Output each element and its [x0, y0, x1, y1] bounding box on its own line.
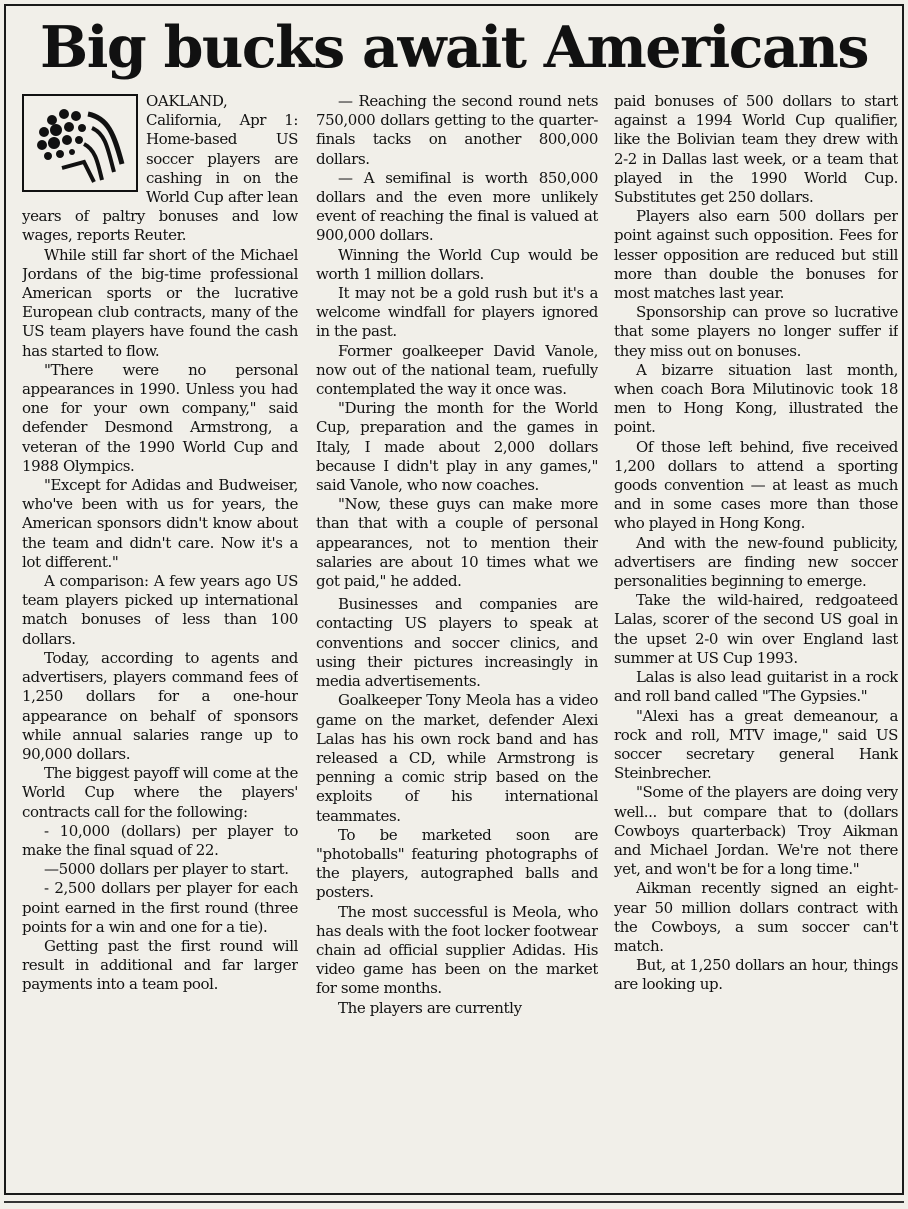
paragraph: Getting past the first round will result in additional and far larger payments into a team pool.: [22, 936, 298, 994]
paragraph: "Except for Adidas and Budweiser, who've been with us for years, the American sponsors didn't know about the team and didn't care. Now it's a lot different.": [22, 476, 298, 571]
paragraph: — Reaching the second round nets 750,000 dollars getting to the quarter-finals tacks on another 800,000 dollars.: [316, 92, 598, 168]
paragraph: Goalkeeper Tony Meola has a video game on the market, defender Alexi Lalas has his own rock band and has released a CD, while Armstrong is penning a comic strip based on the exploits of his international teammates.: [316, 691, 598, 825]
paragraph: To be marketed soon are "photoballs" featuring photographs of the players, autographed balls and posters.: [316, 825, 598, 902]
world-cup-logo-icon: [22, 94, 138, 192]
paragraph: The players are currently: [338, 998, 522, 1017]
column-3: [614, 92, 898, 1192]
paragraph: "Alexi has a great demeanour, a rock and roll, MTV image," said US soccer secretary general Hank Steinbrecher.: [614, 706, 898, 783]
column-2: [316, 92, 598, 1192]
paragraph: — A semifinal is worth 850,000 dollars and the even more unlikely event of reaching the final is valued at 900,000 dollars.: [316, 168, 598, 245]
column-1: [22, 92, 298, 1192]
paragraph: Today, according to agents and advertisers, players command fees of 1,250 dollars for a one-hour appearance on behalf of sponsors while annual salaries range up to 90,000 dollars.: [22, 648, 298, 763]
paragraph: But, at 1,250 dollars an hour, things are looking up.: [614, 956, 898, 994]
paragraph: The most successful is Meola, who has deals with the foot locker footwear chain ad official supplier Adidas. His video game has been on the market for some months.: [316, 902, 598, 998]
paragraph: —5000 dollars per player to start.: [44, 860, 289, 879]
paragraph: Businesses and companies are contacting US players to speak at conventions and soccer clinics, and using their pictures increasingly in media advertisements.: [316, 595, 598, 691]
paragraph: - 2,500 dollars per player for each point earned in the first round (three points for a win and one for a tie).: [22, 879, 298, 936]
paragraph: "During the month for the World Cup, preparation and the games in Italy, I made about 2,000 dollars because I didn't play in any games," said Vanole, who now coaches.: [316, 399, 598, 495]
paragraph: A bizarre situation last month, when coach Bora Milutinovic took 18 men to Hong Kong, illustrated the point.: [614, 360, 898, 437]
paragraph: Of those left behind, five received 1,200 dollars to attend a sporting goods convention — at least as much and in some cases more than those who played in Hong Kong.: [614, 437, 898, 533]
paragraph: Aikman recently signed an eight-year 50 million dollars contract with the Cowboys, a sum soccer can't match.: [614, 879, 898, 955]
paragraph: A comparison: A few years ago US team players picked up international match bonuses of less than 100 dollars.: [22, 572, 298, 648]
paragraph: It may not be a gold rush but it's a welcome windfall for players ignored in the past.: [316, 284, 598, 341]
paragraph: "Now, these guys can make more than that with a couple of personal appearances, not to mention their salaries are about 10 times what we got paid," he added.: [316, 495, 598, 591]
paragraph: paid bonuses of 500 dollars to start against a 1994 World Cup qualifier, like the Bolivian team they drew with 2-2 in Dallas last week, or a team that played in the 1990 World Cup. Substitutes get 250 dollars.: [614, 92, 898, 207]
paragraph: OAKLAND, California, Apr 1: Home-based US soccer players are cashing in on the World Cup after lean years of paltry bonuses and low wages, reports Reuter.: [22, 92, 298, 245]
paragraph: Lalas is also lead guitarist in a rock and roll band called "The Gypsies.": [614, 668, 898, 706]
paragraph: "There were no personal appearances in 1990. Unless you had one for your own company," said defender Desmond Armstrong, a veteran of the 1990 World Cup and 1988 Olympics.: [22, 360, 298, 475]
paragraph: And with the new-found publicity, advertisers are finding new soccer personalities beginning to emerge.: [614, 533, 898, 591]
paragraph: Winning the World Cup would be worth 1 million dollars.: [316, 245, 598, 283]
paragraph: Take the wild-haired, redgoateed Lalas, scorer of the second US goal in the upset 2-0 win over England last summer at US Cup 1993.: [614, 591, 898, 667]
paragraph: Former goalkeeper David Vanole, now out of the national team, ruefully contemplated the way it once was.: [316, 341, 598, 399]
paragraph: While still far short of the Michael Jordans of the big-time professional American sports or the lucrative European club contracts, many of the US team players have found the cash has started to flow.: [22, 245, 298, 360]
headline: Big bucks await Americans: [40, 14, 868, 81]
paragraph: - 10,000 (dollars) per player to make the final squad of 22.: [22, 821, 298, 859]
paragraph: Players also earn 500 dollars per point against such opposition. Fees for lesser opposition are reduced but still more than double the bonuses for most matches last year.: [614, 207, 898, 303]
paragraph: The biggest payoff will come at the World Cup where the players' contracts call for the following:: [22, 764, 298, 821]
paragraph: Sponsorship can prove so lucrative that some players no longer suffer if they miss out on bonuses.: [614, 303, 898, 360]
bottom-rule: [4, 1201, 904, 1203]
paragraph: "Some of the players are doing very well... but compare that to (dollars Cowboys quarterback) Troy Aikman and Michael Jordan. We're not there yet, and won't be for a long time.": [614, 783, 898, 879]
